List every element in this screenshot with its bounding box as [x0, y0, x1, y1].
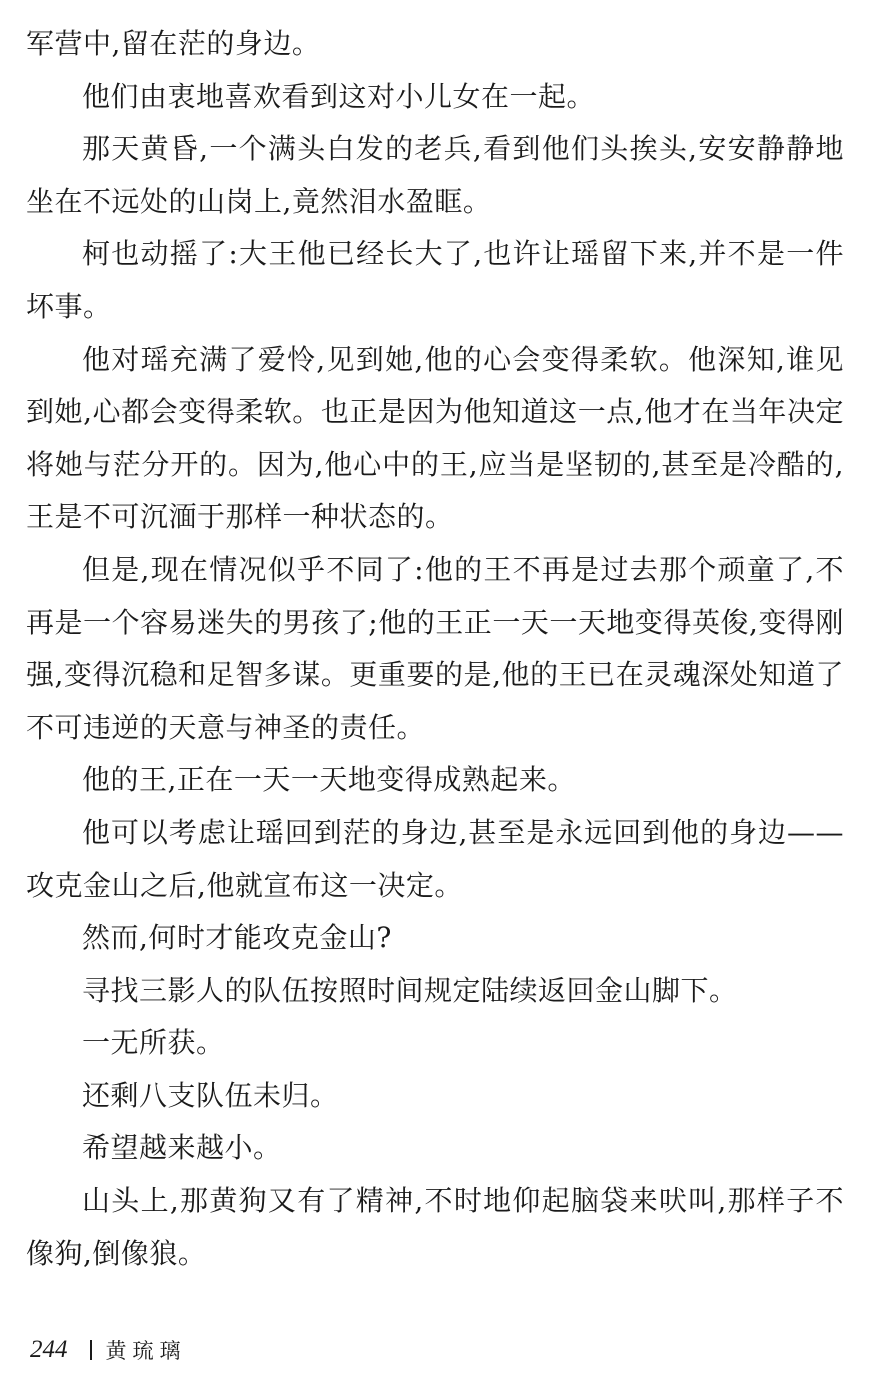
footer-divider	[90, 1340, 92, 1360]
page-footer	[30, 1330, 187, 1370]
paragraph-13: 希望越来越小。	[82, 1131, 282, 1165]
paragraph-12: 还剩八支队伍未归。	[82, 1078, 339, 1112]
paragraph-10: 寻找三影人的队伍按照时间规定陆续返回金山脚下。	[82, 973, 738, 1007]
paragraph-4: 柯也动摇了:大王他已经长大了,也许让瑶留下来,并不是一件坏事。	[26, 237, 844, 323]
paragraph-6: 但是,现在情况似乎不同了:他的王不再是过去那个顽童了,不再是一个容易迷失的男孩了;他的王正一天一天地变得英俊,变得刚强,变得沉稳和足智多谋。更重要的是,他的王已在灵魂深处知道了不可违逆的天意与神圣的责任。	[26, 552, 844, 744]
paragraph-8: 他可以考虑让瑶回到茫的身边,甚至是永远回到他的身边——攻克金山之后,他就宣布这一决定。	[26, 815, 844, 902]
paragraph-3: 那天黄昏,一个满头白发的老兵,看到他们头挨头,安安静静地坐在不远处的山岗上,竟然泪水盈眶。	[26, 132, 844, 218]
author-name: 黄琉璃	[105, 1339, 187, 1363]
paragraph-7: 他的王,正在一天一天地变得成熟起来。	[82, 763, 576, 797]
page-number: 244	[30, 1336, 68, 1363]
paragraph-14: 山头上,那黄狗又有了精神,不时地仰起脑袋来吠叫,那样子不像狗,倒像狼。	[26, 1184, 844, 1270]
paragraph-11: 一无所获。	[82, 1026, 225, 1060]
body-text	[26, 18, 844, 1280]
paragraph-1: 军营中,留在茫的身边。	[26, 27, 321, 60]
paragraph-5: 他对瑶充满了爱怜,见到她,他的心会变得柔软。他深知,谁见到她,心都会变得柔软。也正是因为他知道这一点,他才在当年决定将她与茫分开的。因为,他心中的王,应当是坚韧的,甚至是冷酷的,王是不可沉湎于那样一种状态的。	[26, 342, 844, 534]
paragraph-9: 然而,何时才能攻克金山?	[82, 921, 392, 955]
paragraph-2: 他们由衷地喜欢看到这对小儿女在一起。	[82, 79, 596, 113]
